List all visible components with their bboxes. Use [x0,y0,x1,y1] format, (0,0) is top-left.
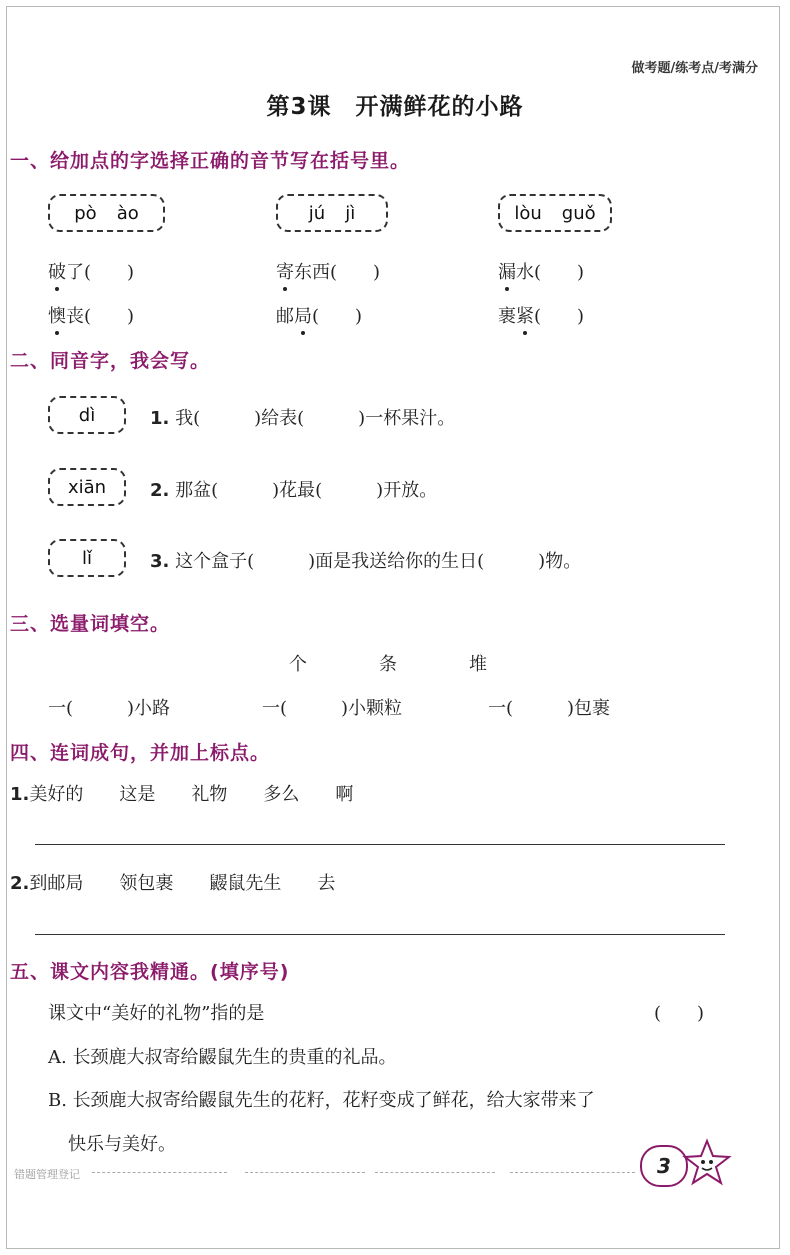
measure-blank-3[interactable]: 一( )包裹 [488,698,611,719]
section-4-heading: 四、连词成句，并加上标点。 [10,742,271,764]
dotted-word-3 [498,258,584,284]
footer-dash [92,1172,227,1173]
dotted-word-1 [48,258,134,284]
dotted-word-2 [276,258,380,284]
homophone-sentence-2[interactable]: 2. 那盆( )花最( )开放。 [150,480,438,501]
option-a: A. 长颈鹿大叔寄给鼹鼠先生的贵重的礼品。 [48,1047,397,1068]
lesson-title: 第3课 开满鲜花的小路 [266,94,524,120]
answer-blank[interactable]: 水( ) [516,262,585,283]
answer-line-1[interactable] [35,844,725,845]
measure-blank-1[interactable]: 一( )小路 [48,698,171,719]
section-3-heading: 三、选量词填空。 [10,613,171,635]
dotted-char: 紧 [516,302,534,328]
plain-char: 邮 [276,306,294,327]
homophone-sentence-1[interactable]: 1. 我( )给表( )一杯果汁。 [150,408,456,429]
dotted-char: 寄 [276,258,294,284]
measure-word-option: 条 [379,654,397,675]
plain-char: 裹 [498,306,516,327]
measure-word-option: 个 [289,654,307,675]
dotted-word-4 [48,302,134,328]
header-tag: 做考题/练考点/考满分 [631,61,758,76]
footer-dash [375,1172,495,1173]
pinyin-option: pò [74,202,97,224]
dotted-char: 漏 [498,258,516,284]
pinyin-option: lòu [514,202,542,224]
choice-answer-blank[interactable]: ( ) [654,1003,705,1024]
page-number: 3 [640,1145,688,1187]
answer-blank[interactable]: 东西( ) [294,262,381,283]
word-order-item-2: 2.到邮局 领包裹 鼹鼠先生 去 [10,873,336,894]
measure-blank-2[interactable]: 一( )小颗粒 [262,698,403,719]
pinyin-box-3 [498,194,612,232]
option-b-line-1: B. 长颈鹿大叔寄给鼹鼠先生的花籽，花籽变成了鲜花，给大家带来了 [48,1090,595,1111]
answer-line-2[interactable] [35,934,725,935]
pinyin-option: ào [116,202,139,224]
pinyin-box-2 [276,194,388,232]
answer-blank[interactable]: 了( ) [66,262,135,283]
pinyin-option: jú [308,202,326,224]
section-5-heading: 五、课文内容我精通。(填序号) [10,961,290,983]
pinyin-box-xian: xiān [48,468,126,506]
pinyin-option: jì [345,202,356,224]
measure-word-option: 堆 [469,654,487,675]
dotted-char: 懊 [48,302,66,328]
pinyin-option: guǒ [561,202,596,224]
section-1-heading: 一、给加点的字选择正确的音节写在括号里。 [10,150,411,172]
dotted-word-6 [498,302,584,328]
section-note: (填序号) [210,961,290,983]
answer-blank[interactable]: ( ) [534,306,585,327]
footer-label: 错题管理登记 [14,1168,80,1181]
answer-blank[interactable]: 丧( ) [66,306,135,327]
dotted-char: 局 [294,302,312,328]
footer-dash [245,1172,365,1173]
pinyin-box-1 [48,194,165,232]
pinyin-box-di: dì [48,396,126,434]
homophone-sentence-3[interactable]: 3. 这个盒子( )面是我送给你的生日( )物。 [150,551,582,572]
comprehension-question: 课文中“美好的礼物”指的是 [48,1003,265,1024]
footer-dash [510,1172,635,1173]
word-order-item-1: 1.美好的 这是 礼物 多么 啊 [10,784,354,805]
section-2-heading: 二、同音字，我会写。 [10,350,211,372]
star-mascot-icon [682,1138,732,1188]
answer-blank[interactable]: ( ) [312,306,363,327]
pinyin-box-li: lǐ [48,539,126,577]
dotted-char: 破 [48,258,66,284]
option-b-line-2: 快乐与美好。 [68,1134,176,1155]
dotted-word-5 [276,302,362,328]
